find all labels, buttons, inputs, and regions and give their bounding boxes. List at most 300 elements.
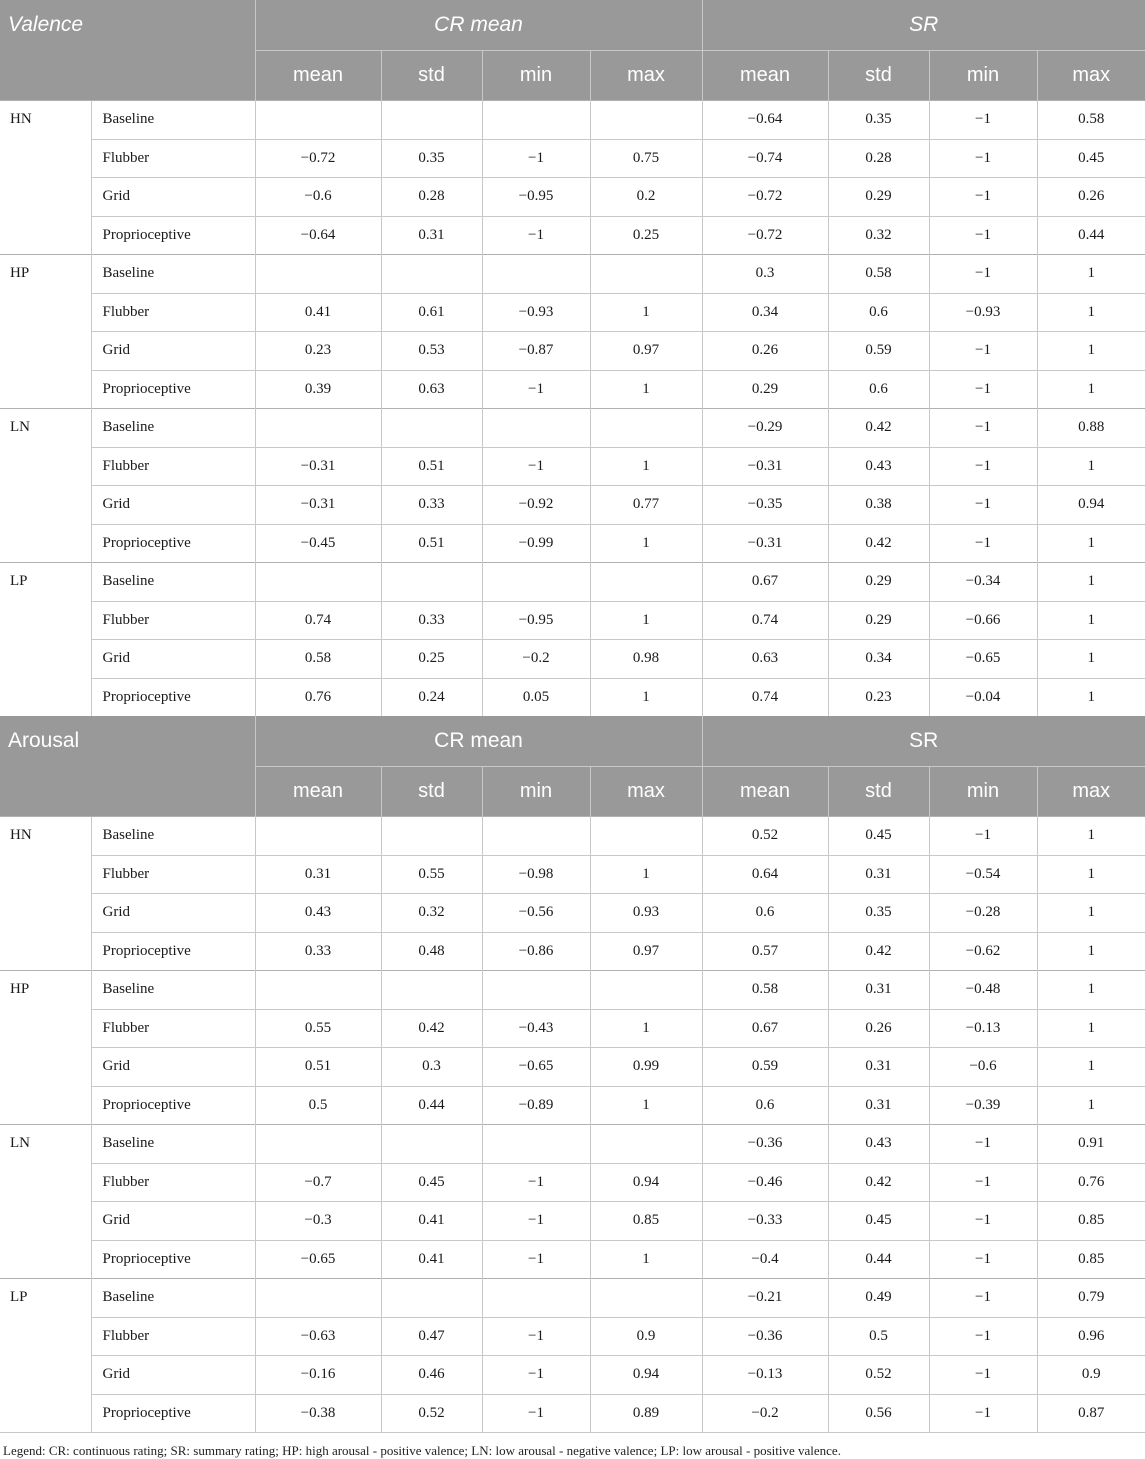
table-row bbox=[0, 370, 1145, 409]
sr-value-cell: 0.42 bbox=[828, 932, 929, 971]
sr-value-cell: −0.64 bbox=[702, 101, 828, 140]
sr-value-cell: 1 bbox=[1037, 447, 1145, 486]
table-row bbox=[0, 1202, 1145, 1241]
valence-column-header: std bbox=[381, 51, 482, 101]
cr-value-cell: 0.52 bbox=[381, 1394, 482, 1432]
cr-value-cell: −0.64 bbox=[255, 216, 381, 255]
sr-value-cell: −0.72 bbox=[702, 216, 828, 255]
sr-value-cell: 0.6 bbox=[702, 894, 828, 933]
cr-value-cell: 0.61 bbox=[381, 293, 482, 332]
cr-value-cell bbox=[255, 1279, 381, 1318]
cr-value-cell: 0.43 bbox=[255, 894, 381, 933]
cr-value-cell: −1 bbox=[482, 216, 590, 255]
sr-value-cell: 0.35 bbox=[828, 101, 929, 140]
cr-value-cell bbox=[482, 1279, 590, 1318]
cr-value-cell: 1 bbox=[590, 678, 702, 716]
cr-value-cell: 0.32 bbox=[381, 894, 482, 933]
table-row bbox=[0, 932, 1145, 971]
sr-value-cell: 0.31 bbox=[828, 1048, 929, 1087]
sr-value-cell: 0.3 bbox=[702, 255, 828, 294]
sr-value-cell: 0.42 bbox=[828, 1163, 929, 1202]
sr-value-cell: −1 bbox=[929, 1356, 1037, 1395]
group-label: HP bbox=[0, 971, 91, 1125]
sr-value-cell: 0.23 bbox=[828, 678, 929, 716]
arousal-subheader-row bbox=[0, 767, 1145, 817]
sr-value-cell: 1 bbox=[1037, 563, 1145, 602]
sr-value-cell: −1 bbox=[929, 486, 1037, 525]
valence-subheader-row bbox=[0, 51, 1145, 101]
sr-value-cell: −0.46 bbox=[702, 1163, 828, 1202]
group-label: LP bbox=[0, 1279, 91, 1433]
group-label: HP bbox=[0, 255, 91, 409]
sr-value-cell: 0.26 bbox=[828, 1009, 929, 1048]
condition-label: Grid bbox=[91, 640, 255, 679]
sr-value-cell: 0.42 bbox=[828, 524, 929, 563]
cr-value-cell: −0.6 bbox=[255, 178, 381, 217]
cr-value-cell: 0.55 bbox=[255, 1009, 381, 1048]
cr-value-cell bbox=[590, 409, 702, 448]
sr-value-cell: −1 bbox=[929, 1125, 1037, 1164]
cr-value-cell: 0.24 bbox=[381, 678, 482, 716]
cr-value-cell bbox=[482, 971, 590, 1010]
sr-value-cell: 0.35 bbox=[828, 894, 929, 933]
table-row bbox=[0, 332, 1145, 371]
sr-value-cell: −0.65 bbox=[929, 640, 1037, 679]
group-label: LN bbox=[0, 1125, 91, 1279]
condition-label: Flubber bbox=[91, 447, 255, 486]
valence-group-header: CR mean bbox=[255, 0, 702, 51]
valence-column-header: min bbox=[929, 51, 1037, 101]
cr-value-cell: 0.46 bbox=[381, 1356, 482, 1395]
cr-value-cell: 0.93 bbox=[590, 894, 702, 933]
sr-value-cell: −1 bbox=[929, 1202, 1037, 1241]
cr-value-cell: 1 bbox=[590, 293, 702, 332]
sr-value-cell: 0.44 bbox=[1037, 216, 1145, 255]
condition-label: Grid bbox=[91, 486, 255, 525]
cr-value-cell: 0.53 bbox=[381, 332, 482, 371]
cr-value-cell: 0.51 bbox=[381, 447, 482, 486]
sr-value-cell: 0.29 bbox=[702, 370, 828, 409]
sr-value-cell: 0.43 bbox=[828, 447, 929, 486]
cr-value-cell: −0.43 bbox=[482, 1009, 590, 1048]
condition-label: Flubber bbox=[91, 1317, 255, 1356]
cr-value-cell: −0.31 bbox=[255, 486, 381, 525]
sr-value-cell: −0.04 bbox=[929, 678, 1037, 716]
cr-value-cell: 0.63 bbox=[381, 370, 482, 409]
arousal-column-header: min bbox=[482, 767, 590, 817]
cr-value-cell: −0.92 bbox=[482, 486, 590, 525]
sr-value-cell: −0.36 bbox=[702, 1125, 828, 1164]
table-row bbox=[0, 409, 1145, 448]
group-label: LP bbox=[0, 563, 91, 717]
cr-value-cell: 1 bbox=[590, 447, 702, 486]
sr-value-cell: 0.64 bbox=[702, 855, 828, 894]
table-row bbox=[0, 139, 1145, 178]
sr-value-cell: 0.6 bbox=[702, 1086, 828, 1125]
condition-label: Baseline bbox=[91, 817, 255, 856]
cr-value-cell bbox=[590, 255, 702, 294]
sr-value-cell: 0.5 bbox=[828, 1317, 929, 1356]
table-row bbox=[0, 255, 1145, 294]
sr-value-cell: −0.2 bbox=[702, 1394, 828, 1432]
cr-value-cell: 0.3 bbox=[381, 1048, 482, 1087]
cr-value-cell bbox=[381, 563, 482, 602]
cr-value-cell bbox=[381, 1125, 482, 1164]
cr-value-cell bbox=[590, 101, 702, 140]
table-row bbox=[0, 678, 1145, 716]
table-row bbox=[0, 1125, 1145, 1164]
sr-value-cell: 1 bbox=[1037, 894, 1145, 933]
valence-column-header: min bbox=[482, 51, 590, 101]
cr-value-cell bbox=[482, 255, 590, 294]
sr-value-cell: 0.63 bbox=[702, 640, 828, 679]
sr-value-cell: −1 bbox=[929, 139, 1037, 178]
sr-value-cell: 1 bbox=[1037, 1009, 1145, 1048]
valence-subheader-blank bbox=[0, 51, 255, 101]
group-label: HN bbox=[0, 101, 91, 255]
cr-value-cell: −1 bbox=[482, 1356, 590, 1395]
cr-value-cell: 0.28 bbox=[381, 178, 482, 217]
arousal-column-header: std bbox=[381, 767, 482, 817]
cr-value-cell: 0.05 bbox=[482, 678, 590, 716]
sr-value-cell: 0.31 bbox=[828, 855, 929, 894]
arousal-column-header: mean bbox=[702, 767, 828, 817]
cr-value-cell bbox=[381, 409, 482, 448]
table-row bbox=[0, 640, 1145, 679]
sr-value-cell: 0.52 bbox=[828, 1356, 929, 1395]
condition-label: Proprioceptive bbox=[91, 1240, 255, 1279]
cr-value-cell bbox=[255, 255, 381, 294]
cr-value-cell: −0.99 bbox=[482, 524, 590, 563]
condition-label: Grid bbox=[91, 894, 255, 933]
sr-value-cell: −0.36 bbox=[702, 1317, 828, 1356]
sr-value-cell: 1 bbox=[1037, 524, 1145, 563]
sr-value-cell: −0.4 bbox=[702, 1240, 828, 1279]
cr-value-cell: −0.16 bbox=[255, 1356, 381, 1395]
sr-value-cell: 1 bbox=[1037, 640, 1145, 679]
sr-value-cell: 0.59 bbox=[702, 1048, 828, 1087]
sr-value-cell: 0.45 bbox=[828, 1202, 929, 1241]
table-row bbox=[0, 1009, 1145, 1048]
sr-value-cell: 0.59 bbox=[828, 332, 929, 371]
sr-value-cell: 0.58 bbox=[702, 971, 828, 1010]
cr-value-cell: −0.38 bbox=[255, 1394, 381, 1432]
cr-value-cell: −0.7 bbox=[255, 1163, 381, 1202]
sr-value-cell: 0.26 bbox=[1037, 178, 1145, 217]
sr-value-cell: −1 bbox=[929, 1240, 1037, 1279]
condition-label: Proprioceptive bbox=[91, 524, 255, 563]
cr-value-cell bbox=[482, 101, 590, 140]
sr-value-cell: −1 bbox=[929, 524, 1037, 563]
table-row bbox=[0, 524, 1145, 563]
valence-column-header: mean bbox=[702, 51, 828, 101]
cr-value-cell: 0.31 bbox=[255, 855, 381, 894]
cr-value-cell bbox=[255, 101, 381, 140]
cr-value-cell: −0.2 bbox=[482, 640, 590, 679]
table-row bbox=[0, 817, 1145, 856]
sr-value-cell: 0.58 bbox=[828, 255, 929, 294]
sr-value-cell: 0.57 bbox=[702, 932, 828, 971]
sr-value-cell: −0.35 bbox=[702, 486, 828, 525]
cr-value-cell: 0.75 bbox=[590, 139, 702, 178]
sr-value-cell: 0.58 bbox=[1037, 101, 1145, 140]
sr-value-cell: −1 bbox=[929, 332, 1037, 371]
sr-value-cell: 0.6 bbox=[828, 293, 929, 332]
sr-value-cell: 0.56 bbox=[828, 1394, 929, 1432]
cr-value-cell: −1 bbox=[482, 1394, 590, 1432]
valence-header-row bbox=[0, 0, 1145, 51]
sr-value-cell: −0.48 bbox=[929, 971, 1037, 1010]
condition-label: Flubber bbox=[91, 139, 255, 178]
cr-value-cell: −1 bbox=[482, 139, 590, 178]
table-row bbox=[0, 101, 1145, 140]
sr-value-cell: 0.31 bbox=[828, 971, 929, 1010]
sr-value-cell: 0.9 bbox=[1037, 1356, 1145, 1395]
valence-column-header: max bbox=[1037, 51, 1145, 101]
sr-value-cell: 1 bbox=[1037, 293, 1145, 332]
sr-value-cell: −0.28 bbox=[929, 894, 1037, 933]
cr-value-cell: 0.74 bbox=[255, 601, 381, 640]
cr-value-cell: −0.63 bbox=[255, 1317, 381, 1356]
condition-label: Proprioceptive bbox=[91, 932, 255, 971]
cr-value-cell: −0.87 bbox=[482, 332, 590, 371]
sr-value-cell: −0.29 bbox=[702, 409, 828, 448]
sr-value-cell: 1 bbox=[1037, 817, 1145, 856]
cr-value-cell bbox=[381, 971, 482, 1010]
cr-value-cell: 0.42 bbox=[381, 1009, 482, 1048]
valence-group-header: SR bbox=[702, 0, 1145, 51]
sr-value-cell: 0.94 bbox=[1037, 486, 1145, 525]
sr-value-cell: 0.52 bbox=[702, 817, 828, 856]
condition-label: Baseline bbox=[91, 563, 255, 602]
table-row bbox=[0, 1240, 1145, 1279]
arousal-section-title: Arousal bbox=[0, 716, 255, 767]
sr-value-cell: −1 bbox=[929, 1163, 1037, 1202]
group-label: HN bbox=[0, 817, 91, 971]
condition-label: Baseline bbox=[91, 1279, 255, 1318]
cr-value-cell: 0.94 bbox=[590, 1163, 702, 1202]
cr-value-cell bbox=[590, 971, 702, 1010]
cr-value-cell: 0.44 bbox=[381, 1086, 482, 1125]
cr-value-cell: 0.55 bbox=[381, 855, 482, 894]
arousal-column-header: mean bbox=[255, 767, 381, 817]
sr-value-cell: 1 bbox=[1037, 1086, 1145, 1125]
sr-value-cell: −1 bbox=[929, 1394, 1037, 1432]
sr-value-cell: 1 bbox=[1037, 255, 1145, 294]
sr-value-cell: 0.49 bbox=[828, 1279, 929, 1318]
sr-value-cell: 0.34 bbox=[828, 640, 929, 679]
table-row bbox=[0, 486, 1145, 525]
cr-value-cell bbox=[255, 409, 381, 448]
sr-value-cell: 0.31 bbox=[828, 1086, 929, 1125]
sr-value-cell: 0.67 bbox=[702, 563, 828, 602]
sr-value-cell: 0.26 bbox=[702, 332, 828, 371]
table-row bbox=[0, 1394, 1145, 1432]
cr-value-cell: 0.31 bbox=[381, 216, 482, 255]
sr-value-cell: −1 bbox=[929, 1317, 1037, 1356]
sr-value-cell: 0.67 bbox=[702, 1009, 828, 1048]
sr-value-cell: 0.45 bbox=[1037, 139, 1145, 178]
sr-value-cell: 0.87 bbox=[1037, 1394, 1145, 1432]
condition-label: Proprioceptive bbox=[91, 1394, 255, 1432]
cr-value-cell bbox=[590, 1125, 702, 1164]
cr-value-cell bbox=[255, 971, 381, 1010]
valence-section-title: Valence bbox=[0, 0, 255, 51]
sr-value-cell: 1 bbox=[1037, 370, 1145, 409]
sr-value-cell: 0.76 bbox=[1037, 1163, 1145, 1202]
sr-value-cell: 0.32 bbox=[828, 216, 929, 255]
table-row bbox=[0, 1356, 1145, 1395]
arousal-group-header: SR bbox=[702, 716, 1145, 767]
condition-label: Grid bbox=[91, 1202, 255, 1241]
sr-value-cell: −1 bbox=[929, 216, 1037, 255]
sr-value-cell: 1 bbox=[1037, 855, 1145, 894]
sr-value-cell: 1 bbox=[1037, 601, 1145, 640]
cr-value-cell bbox=[482, 1125, 590, 1164]
sr-value-cell: 0.44 bbox=[828, 1240, 929, 1279]
cr-value-cell: 0.89 bbox=[590, 1394, 702, 1432]
sr-value-cell: −0.74 bbox=[702, 139, 828, 178]
cr-value-cell: 0.58 bbox=[255, 640, 381, 679]
sr-value-cell: −0.13 bbox=[929, 1009, 1037, 1048]
sr-value-cell: 1 bbox=[1037, 678, 1145, 716]
cr-value-cell: 0.33 bbox=[381, 486, 482, 525]
sr-value-cell: −0.39 bbox=[929, 1086, 1037, 1125]
sr-value-cell: 0.85 bbox=[1037, 1240, 1145, 1279]
cr-value-cell: −0.98 bbox=[482, 855, 590, 894]
sr-value-cell: −1 bbox=[929, 1279, 1037, 1318]
condition-label: Baseline bbox=[91, 101, 255, 140]
table-row bbox=[0, 1279, 1145, 1318]
cr-value-cell: 1 bbox=[590, 855, 702, 894]
cr-value-cell bbox=[255, 563, 381, 602]
sr-value-cell: −1 bbox=[929, 817, 1037, 856]
table-row bbox=[0, 1048, 1145, 1087]
cr-value-cell: 0.9 bbox=[590, 1317, 702, 1356]
cr-value-cell bbox=[482, 563, 590, 602]
table-row bbox=[0, 178, 1145, 217]
sr-value-cell: 1 bbox=[1037, 1048, 1145, 1087]
sr-value-cell: −1 bbox=[929, 370, 1037, 409]
sr-value-cell: 0.74 bbox=[702, 678, 828, 716]
sr-value-cell: 1 bbox=[1037, 332, 1145, 371]
cr-value-cell: −1 bbox=[482, 370, 590, 409]
table-row bbox=[0, 971, 1145, 1010]
sr-value-cell: −0.62 bbox=[929, 932, 1037, 971]
table-row bbox=[0, 1086, 1145, 1125]
sr-value-cell: 0.88 bbox=[1037, 409, 1145, 448]
sr-value-cell: −0.34 bbox=[929, 563, 1037, 602]
sr-value-cell: −0.54 bbox=[929, 855, 1037, 894]
cr-value-cell: −1 bbox=[482, 1202, 590, 1241]
cr-value-cell: 0.85 bbox=[590, 1202, 702, 1241]
arousal-column-header: max bbox=[1037, 767, 1145, 817]
cr-value-cell: −0.89 bbox=[482, 1086, 590, 1125]
sr-value-cell: 0.74 bbox=[702, 601, 828, 640]
sr-value-cell: 0.38 bbox=[828, 486, 929, 525]
cr-value-cell: −0.72 bbox=[255, 139, 381, 178]
cr-value-cell: 0.41 bbox=[381, 1240, 482, 1279]
cr-value-cell: 0.94 bbox=[590, 1356, 702, 1395]
condition-label: Baseline bbox=[91, 971, 255, 1010]
sr-value-cell: 0.34 bbox=[702, 293, 828, 332]
sr-value-cell: −1 bbox=[929, 447, 1037, 486]
table-row bbox=[0, 855, 1145, 894]
table-row bbox=[0, 447, 1145, 486]
cr-value-cell: 0.35 bbox=[381, 139, 482, 178]
cr-value-cell: 1 bbox=[590, 524, 702, 563]
condition-label: Grid bbox=[91, 178, 255, 217]
sr-value-cell: −1 bbox=[929, 178, 1037, 217]
cr-value-cell: 0.99 bbox=[590, 1048, 702, 1087]
cr-value-cell: −0.31 bbox=[255, 447, 381, 486]
sr-value-cell: 0.29 bbox=[828, 601, 929, 640]
cr-value-cell bbox=[590, 1279, 702, 1318]
cr-value-cell: 0.51 bbox=[381, 524, 482, 563]
table-row bbox=[0, 216, 1145, 255]
cr-value-cell: 0.39 bbox=[255, 370, 381, 409]
condition-label: Baseline bbox=[91, 409, 255, 448]
sr-value-cell: −0.6 bbox=[929, 1048, 1037, 1087]
condition-label: Grid bbox=[91, 1356, 255, 1395]
sr-value-cell: 0.43 bbox=[828, 1125, 929, 1164]
arousal-group-header: CR mean bbox=[255, 716, 702, 767]
cr-value-cell: 0.41 bbox=[255, 293, 381, 332]
arousal-column-header: max bbox=[590, 767, 702, 817]
cr-value-cell: 0.48 bbox=[381, 932, 482, 971]
cr-value-cell bbox=[590, 563, 702, 602]
cr-value-cell: 0.98 bbox=[590, 640, 702, 679]
cr-value-cell bbox=[590, 817, 702, 856]
cr-value-cell: 1 bbox=[590, 601, 702, 640]
sr-value-cell: 0.85 bbox=[1037, 1202, 1145, 1241]
cr-value-cell: −0.95 bbox=[482, 601, 590, 640]
cr-value-cell: −1 bbox=[482, 1317, 590, 1356]
cr-value-cell: 1 bbox=[590, 370, 702, 409]
sr-value-cell: 0.29 bbox=[828, 178, 929, 217]
sr-value-cell: −0.93 bbox=[929, 293, 1037, 332]
cr-value-cell: −1 bbox=[482, 1163, 590, 1202]
condition-label: Flubber bbox=[91, 1163, 255, 1202]
cr-value-cell bbox=[482, 409, 590, 448]
cr-value-cell: −0.65 bbox=[255, 1240, 381, 1279]
cr-value-cell bbox=[255, 1125, 381, 1164]
cr-value-cell: 0.33 bbox=[381, 601, 482, 640]
cr-value-cell: −0.65 bbox=[482, 1048, 590, 1087]
valence-column-header: max bbox=[590, 51, 702, 101]
cr-value-cell: 0.51 bbox=[255, 1048, 381, 1087]
sr-value-cell: 0.42 bbox=[828, 409, 929, 448]
cr-value-cell: 1 bbox=[590, 1086, 702, 1125]
sr-value-cell: 0.29 bbox=[828, 563, 929, 602]
cr-value-cell: −1 bbox=[482, 447, 590, 486]
sr-value-cell: −1 bbox=[929, 409, 1037, 448]
table-row bbox=[0, 894, 1145, 933]
sr-value-cell: 0.79 bbox=[1037, 1279, 1145, 1318]
condition-label: Baseline bbox=[91, 255, 255, 294]
table-row bbox=[0, 293, 1145, 332]
arousal-subheader-blank bbox=[0, 767, 255, 817]
cr-value-cell: 0.97 bbox=[590, 932, 702, 971]
cr-value-cell: 0.41 bbox=[381, 1202, 482, 1241]
condition-label: Proprioceptive bbox=[91, 216, 255, 255]
table-row bbox=[0, 563, 1145, 602]
condition-label: Flubber bbox=[91, 855, 255, 894]
condition-label: Proprioceptive bbox=[91, 370, 255, 409]
sr-value-cell: 0.91 bbox=[1037, 1125, 1145, 1164]
sr-value-cell: −0.31 bbox=[702, 524, 828, 563]
cr-value-cell bbox=[255, 817, 381, 856]
